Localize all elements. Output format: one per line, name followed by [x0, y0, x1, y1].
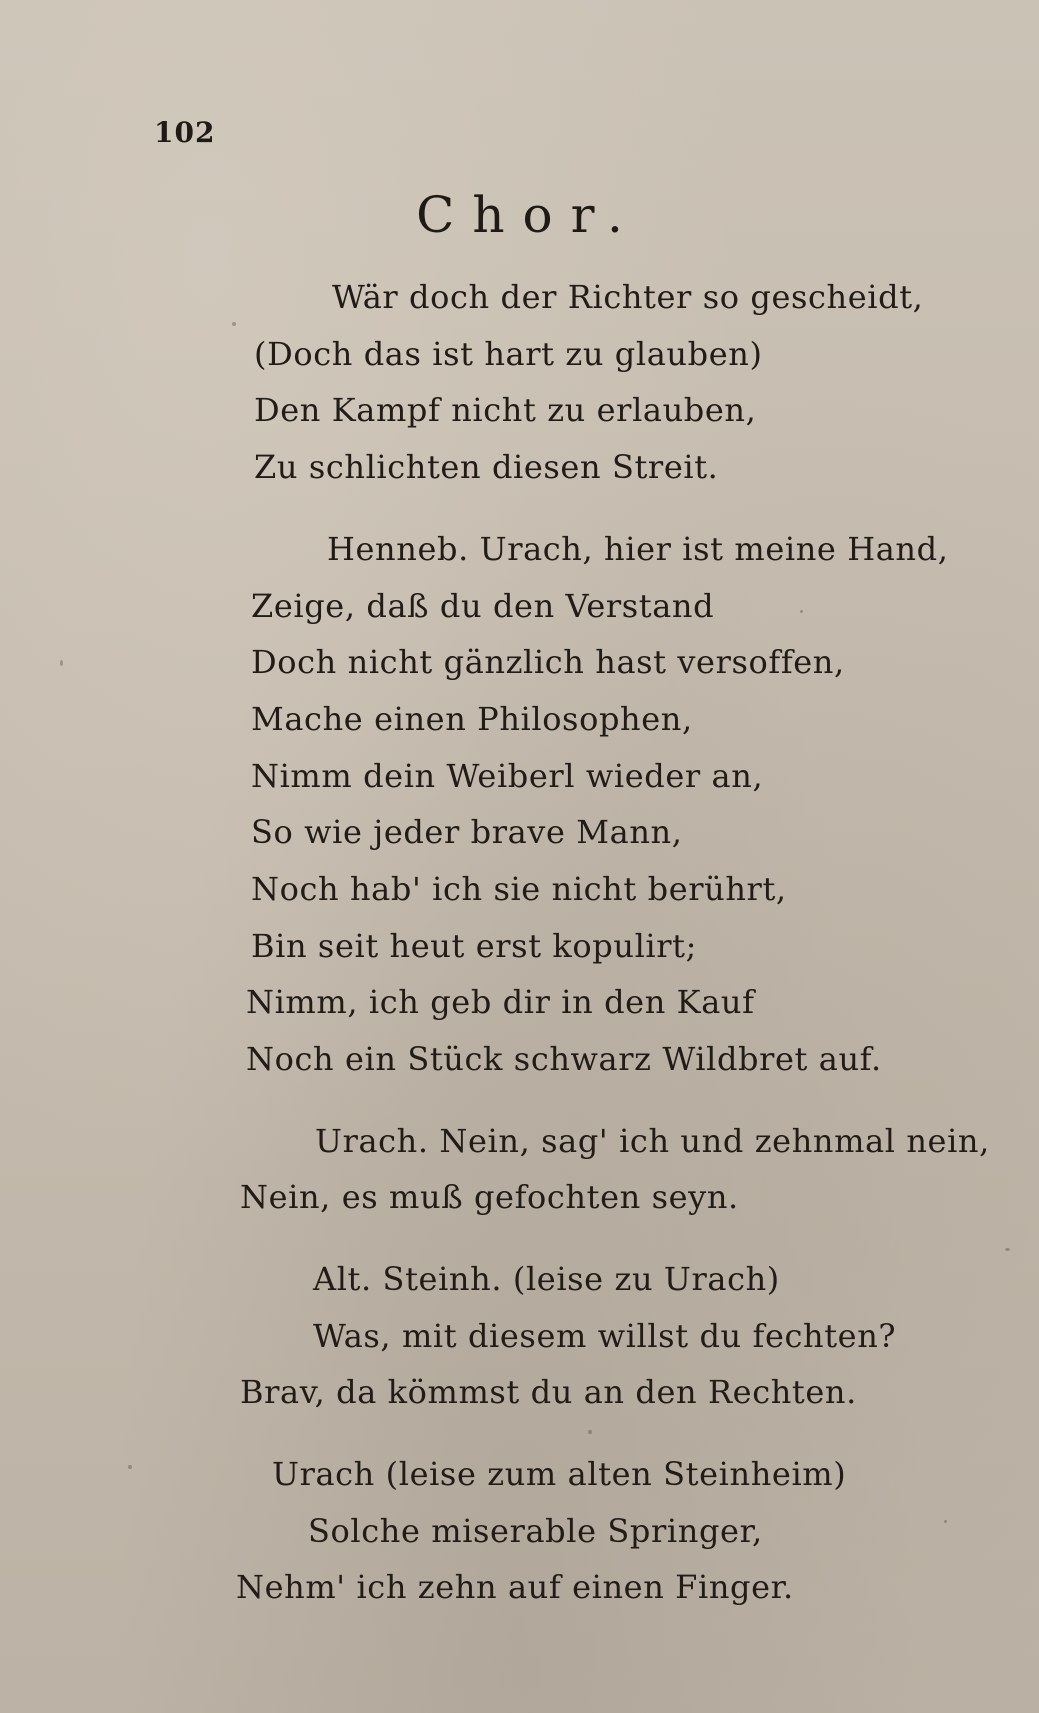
verse-line: Alt. Steinh. (leise zu Urach): [313, 1260, 780, 1298]
verse-line: So wie jeder brave Mann,: [251, 813, 683, 851]
verse-line: Solche miserable Springer,: [308, 1512, 763, 1550]
verse-line: Noch ein Stück schwarz Wildbret auf.: [246, 1040, 882, 1078]
verse-line: Den Kampf nicht zu erlauben,: [254, 391, 757, 429]
verse-line: Henneb. Urach, hier ist meine Hand,: [327, 530, 949, 568]
verse-line: Noch hab' ich sie nicht berührt,: [251, 870, 787, 908]
verse-line: Zu schlichten diesen Streit.: [254, 448, 719, 486]
verse-line: Doch nicht gänzlich hast versoffen,: [251, 643, 845, 681]
verse-line: Nimm dein Weiberl wieder an,: [251, 757, 764, 795]
verse-line: Was, mit diesem willst du fechten?: [313, 1317, 897, 1355]
verse-line: Nein, es muß gefochten seyn.: [240, 1178, 739, 1216]
chorus-heading: Chor.: [416, 186, 641, 244]
verse-line: Nimm, ich geb dir in den Kauf: [246, 983, 755, 1021]
verse-line: Zeige, daß du den Verstand: [251, 587, 715, 625]
page-number: 102: [154, 116, 216, 149]
verse-line: Bin seit heut erst kopulirt;: [251, 927, 697, 965]
verse-line: Urach (leise zum alten Steinheim): [272, 1455, 847, 1493]
verse-line: (Doch das ist hart zu glauben): [254, 335, 763, 373]
verse-line: Brav, da kömmst du an den Rechten.: [240, 1373, 857, 1411]
verse-line: Wär doch der Richter so gescheidt,: [332, 278, 924, 316]
verse-line: Mache einen Philosophen,: [251, 700, 693, 738]
verse-line: Urach. Nein, sag' ich und zehnmal nein,: [315, 1122, 990, 1160]
verse-line: Nehm' ich zehn auf einen Finger.: [236, 1568, 794, 1606]
